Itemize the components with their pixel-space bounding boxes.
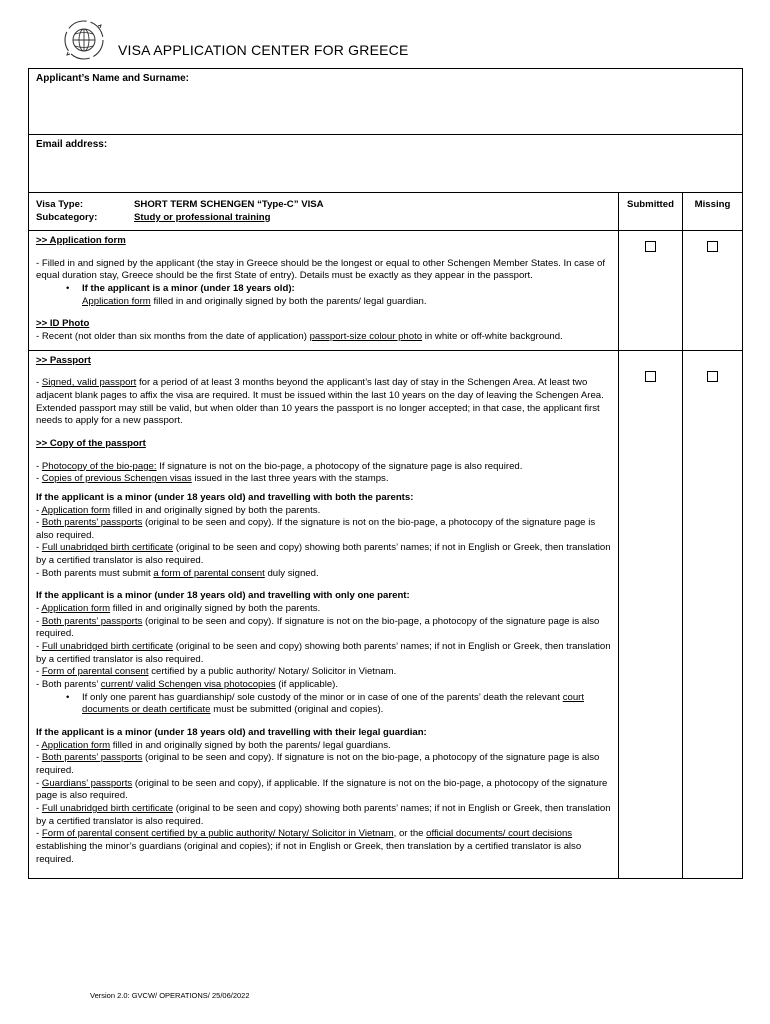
visa-type-value: SHORT TERM SCHENGEN “Type-C” VISA — [134, 199, 324, 210]
both-line-3: - Full unabridged birth certificate (original to be seen and copy) showing both parents’ names; if not in English or Greek, then translation by a certified translator is also required. — [36, 542, 611, 567]
one-parent-bullet: • If only one parent has guardianship/ sole custody of the minor or in case of one of the parents’ death the relevant court documents or death certificate must be submitted (original and copies). — [66, 691, 585, 716]
passport-missing-checkbox[interactable] — [707, 371, 718, 382]
subcategory-value: Study or professional training — [134, 211, 271, 223]
visa-type-label: Visa Type: — [36, 199, 84, 210]
email-row — [29, 135, 743, 193]
passport-submitted-cell — [619, 350, 683, 879]
one-line-4: - Form of parental consent certified by a public authority/ Notary/ Solicitor in Vietnam. — [36, 666, 397, 678]
visa-type-cell — [29, 193, 619, 231]
one-line-2: - Both parents’ passports (original to be seen and copy). If signature is not on the bio-page, a photocopy of the signature page is also required. — [36, 615, 600, 640]
application-text: - Filled in and signed by the applicant (the stay in Greece should be the longest or equal to other Schengen Member States. In case of equal duration stay, Greece should be the first State of entry). Details must be exactly as they appear in the passport. — [36, 257, 606, 282]
passport-heading: >> Passport — [36, 354, 91, 366]
photo-heading: >> ID Photo — [36, 318, 90, 330]
passport-text: - Signed, valid passport for a period of at least 3 months beyond the applicant’s last day of stay in the Schengen Area. At least two adjacent blank pages to affix the visa are required. It must be issued within the last 10 years on the day of leaving the Schengen Area. Extended passport may still be valid, but when older than 10 years the passport is no longer accepted; in that case, the applicant first needs to apply for a new passport. — [36, 377, 604, 427]
copy-line-2: - Copies of previous Schengen visas issued in the last three years with the stamps. — [36, 473, 389, 485]
both-line-2: - Both parents’ passports (original to be seen and copy). If the signature is not on the bio-page, a photocopy of the signature page is also required. — [36, 517, 596, 541]
one-line-1: - Application form filled in and originally signed by both the parents. — [36, 603, 321, 615]
photo-text: - Recent (not older than six months from the date of application) passport-size colour photo in white or off-white background. — [36, 330, 563, 342]
minor-bullet: • If the applicant is a minor (under 18 years old): — [66, 282, 295, 294]
guardian-line-4: - Full unabridged birth certificate (original to be seen and copy) showing both parents’ names; if not in English or Greek, then translation by a certified translator is also required. — [36, 802, 611, 827]
application-submitted-checkbox[interactable] — [645, 241, 656, 252]
globe-arrows-icon — [62, 18, 106, 62]
application-missing-checkbox[interactable] — [707, 241, 718, 252]
submitted-header: Submitted — [619, 193, 683, 231]
one-parent-heading: If the applicant is a minor (under 18 years old) and travelling with only one parent: — [36, 590, 410, 602]
name-row — [29, 69, 743, 135]
guardian-line-3: - Guardians’ passports (original to be seen and copy), if applicable. If the signature is not on the bio-page, a photocopy of the signature page is also required. — [36, 777, 608, 802]
checklist-table — [28, 68, 743, 879]
application-submitted-cell — [619, 231, 683, 351]
minor-line: Application form filled in and originally signed by both the parents/ legal guardian. — [82, 295, 427, 307]
guardian-heading: If the applicant is a minor (under 18 years old) and travelling with their legal guardian: — [36, 727, 427, 738]
passport-missing-cell — [683, 350, 743, 879]
both-line-1: - Application form filled in and originally signed by both the parents. — [36, 504, 321, 516]
passport-submitted-checkbox[interactable] — [645, 371, 656, 382]
application-section-row — [29, 231, 743, 351]
one-line-3: - Full unabridged birth certificate (original to be seen and copy) showing both parents’ names; if not in English or Greek, then translation by a certified translator is also required. — [36, 641, 611, 665]
page-title: VISA APPLICATION CENTER FOR GREECE — [118, 42, 409, 58]
copy-line-1: - Photocopy of the bio-page: If signature is not on the bio-page, a photocopy of the signature page is also required. — [36, 460, 523, 472]
guardian-line-2: - Both parents’ passports (original to be seen and copy). If signature is not on the bio-page, a photocopy of the signature page is also required. — [36, 752, 600, 776]
application-section — [29, 231, 619, 351]
both-parents-heading: If the applicant is a minor (under 18 years old) and travelling with both the parents: — [36, 491, 414, 503]
application-heading: >> Application form — [36, 235, 126, 246]
email-field[interactable] — [29, 135, 743, 193]
minor-application-link: Application form — [82, 295, 151, 307]
subcategory-label: Subcategory: — [36, 211, 98, 223]
one-line-5: - Both parents’ current/ valid Schengen visa photocopies (if applicable). — [36, 679, 339, 691]
guardian-line-5: - Form of parental consent certified by a public authority/ Notary/ Solicitor in Vietnam, or the official documents/ court decisions establishing the minor’s guardians (original and copies); if not in English or Greek, then translation by a certified translator is also required. — [36, 828, 582, 865]
application-missing-cell — [683, 231, 743, 351]
page-header — [0, 0, 770, 68]
name-label: Applicant’s Name and Surname: — [36, 73, 189, 84]
name-field[interactable] — [29, 69, 743, 135]
both-line-4: - Both parents must submit a form of parental consent duly signed. — [36, 567, 319, 579]
version-footer: Version 2.0: GVCW/ OPERATIONS/ 25/06/2022 — [90, 991, 250, 1000]
missing-header: Missing — [683, 193, 743, 231]
passport-section — [29, 350, 619, 879]
passport-section-row — [29, 350, 743, 879]
copy-heading: >> Copy of the passport — [36, 437, 146, 449]
visa-type-row — [29, 193, 743, 231]
email-label: Email address: — [36, 139, 108, 150]
guardian-line-1: - Application form filled in and originally signed by both the parents/ legal guardians. — [36, 739, 391, 751]
